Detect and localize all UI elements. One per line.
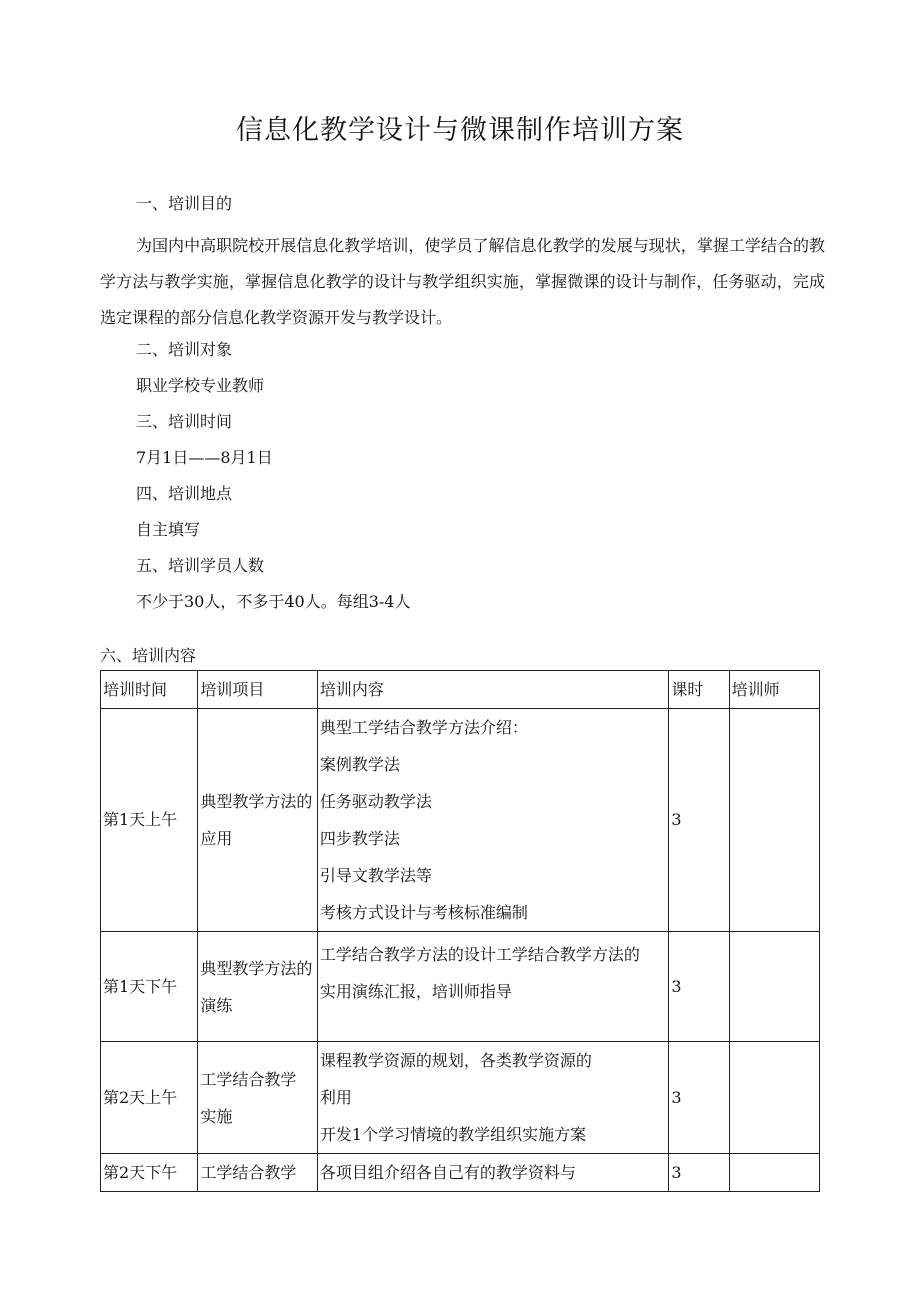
row-2-trainer: [729, 932, 819, 1042]
section-3-heading: 三、培训时间: [136, 412, 233, 431]
row-2-hours: 3: [669, 932, 729, 1042]
row-3-project-line: 实施: [200, 1106, 233, 1126]
row-3-content: [317, 1042, 668, 1154]
row-1-content-line: 四步教学法: [319, 829, 400, 848]
row-3-time: 第2天上午: [101, 1042, 198, 1154]
row-3-content-line: 课程教学资源的规划，各类教学资源的: [319, 1051, 592, 1070]
row-1-content-line: 考核方式设计与考核标准编制: [319, 903, 528, 922]
section-6-heading: 六、培训内容: [100, 646, 197, 665]
row-2-content-line: 实用演练汇报，培训师指导: [319, 982, 512, 1001]
header-cell-project: 培训项目: [198, 671, 317, 709]
training-content-table: [100, 670, 820, 1192]
row-4-project: 工学结合教学: [198, 1154, 317, 1192]
row-1-hours: 3: [669, 709, 729, 932]
row-1-content-line: 案例教学法: [319, 755, 400, 774]
row-3-project-line: 工学结合教学: [200, 1069, 297, 1089]
header-cell-hours: 课时: [669, 671, 729, 709]
table-header-row: [101, 671, 820, 709]
row-4-trainer: [729, 1154, 819, 1192]
section-5-heading: 五、培训学员人数: [136, 556, 265, 575]
header-cell-time: 培训时间: [101, 671, 198, 709]
section-4-body: 自主填写: [136, 520, 201, 539]
row-3-project: [198, 1042, 317, 1154]
row-3-content-line: 开发1个学习情境的教学组织实施方案: [319, 1125, 587, 1144]
section-3-body: 7月1日——8月1日: [136, 448, 273, 467]
header-cell-content: 培训内容: [317, 671, 668, 709]
table-row: [101, 932, 820, 1042]
row-2-project-line: 演练: [200, 995, 233, 1015]
row-1-content-line: 引导文教学法等: [319, 866, 432, 885]
row-1-content: [317, 709, 668, 932]
row-3-content-line: 利用: [319, 1088, 352, 1107]
row-4-time: 第2天下午: [101, 1154, 198, 1192]
row-1-trainer: [729, 709, 819, 932]
section-1-body: 为国内中高职院校开展信息化教学培训，使学员了解信息化教学的发展与现状，掌握工学结合的教学方法与教学实施，掌握信息化教学的设计与教学组织实施，掌握微课的设计与制作，任务驱动，完成选定课程的部分信息化教学资源开发与教学设计。: [100, 236, 825, 327]
section-2-body: 职业学校专业教师: [136, 376, 265, 395]
row-1-project: [198, 709, 317, 932]
row-2-time: 第1天下午: [101, 932, 198, 1042]
row-1-project-line: 典型教学方法的: [200, 792, 313, 811]
row-1-time: 第1天上午: [101, 709, 198, 932]
row-1-content-line: 任务驱动教学法: [319, 792, 432, 811]
row-2-project-line: 典型教学方法的: [200, 958, 313, 978]
header-cell-trainer: 培训师: [729, 671, 819, 709]
table-row: [101, 709, 820, 932]
section-5-body: 不少于30人，不多于40人。每组3-4人: [136, 592, 411, 611]
row-3-trainer: [729, 1042, 819, 1154]
document-title: 信息化教学设计与微课制作培训方案: [236, 115, 684, 146]
row-1-content-line: 典型工学结合教学方法介绍：: [319, 718, 528, 737]
table-row: [101, 1154, 820, 1192]
row-3-hours: 3: [669, 1042, 729, 1154]
row-4-hours: 3: [669, 1154, 729, 1192]
section-4-heading: 四、培训地点: [136, 484, 233, 503]
section-1-heading: 一、培训目的: [136, 194, 233, 213]
section-2-heading: 二、培训对象: [136, 340, 233, 359]
table-row: [101, 1042, 820, 1154]
row-2-content: [317, 932, 668, 1042]
row-4-content: 各项目组介绍各自己有的教学资料与: [317, 1154, 668, 1192]
row-1-project-line: 应用: [200, 829, 233, 848]
row-2-project: [198, 932, 317, 1042]
row-2-content-line: 工学结合教学方法的设计工学结合教学方法的: [319, 945, 640, 964]
